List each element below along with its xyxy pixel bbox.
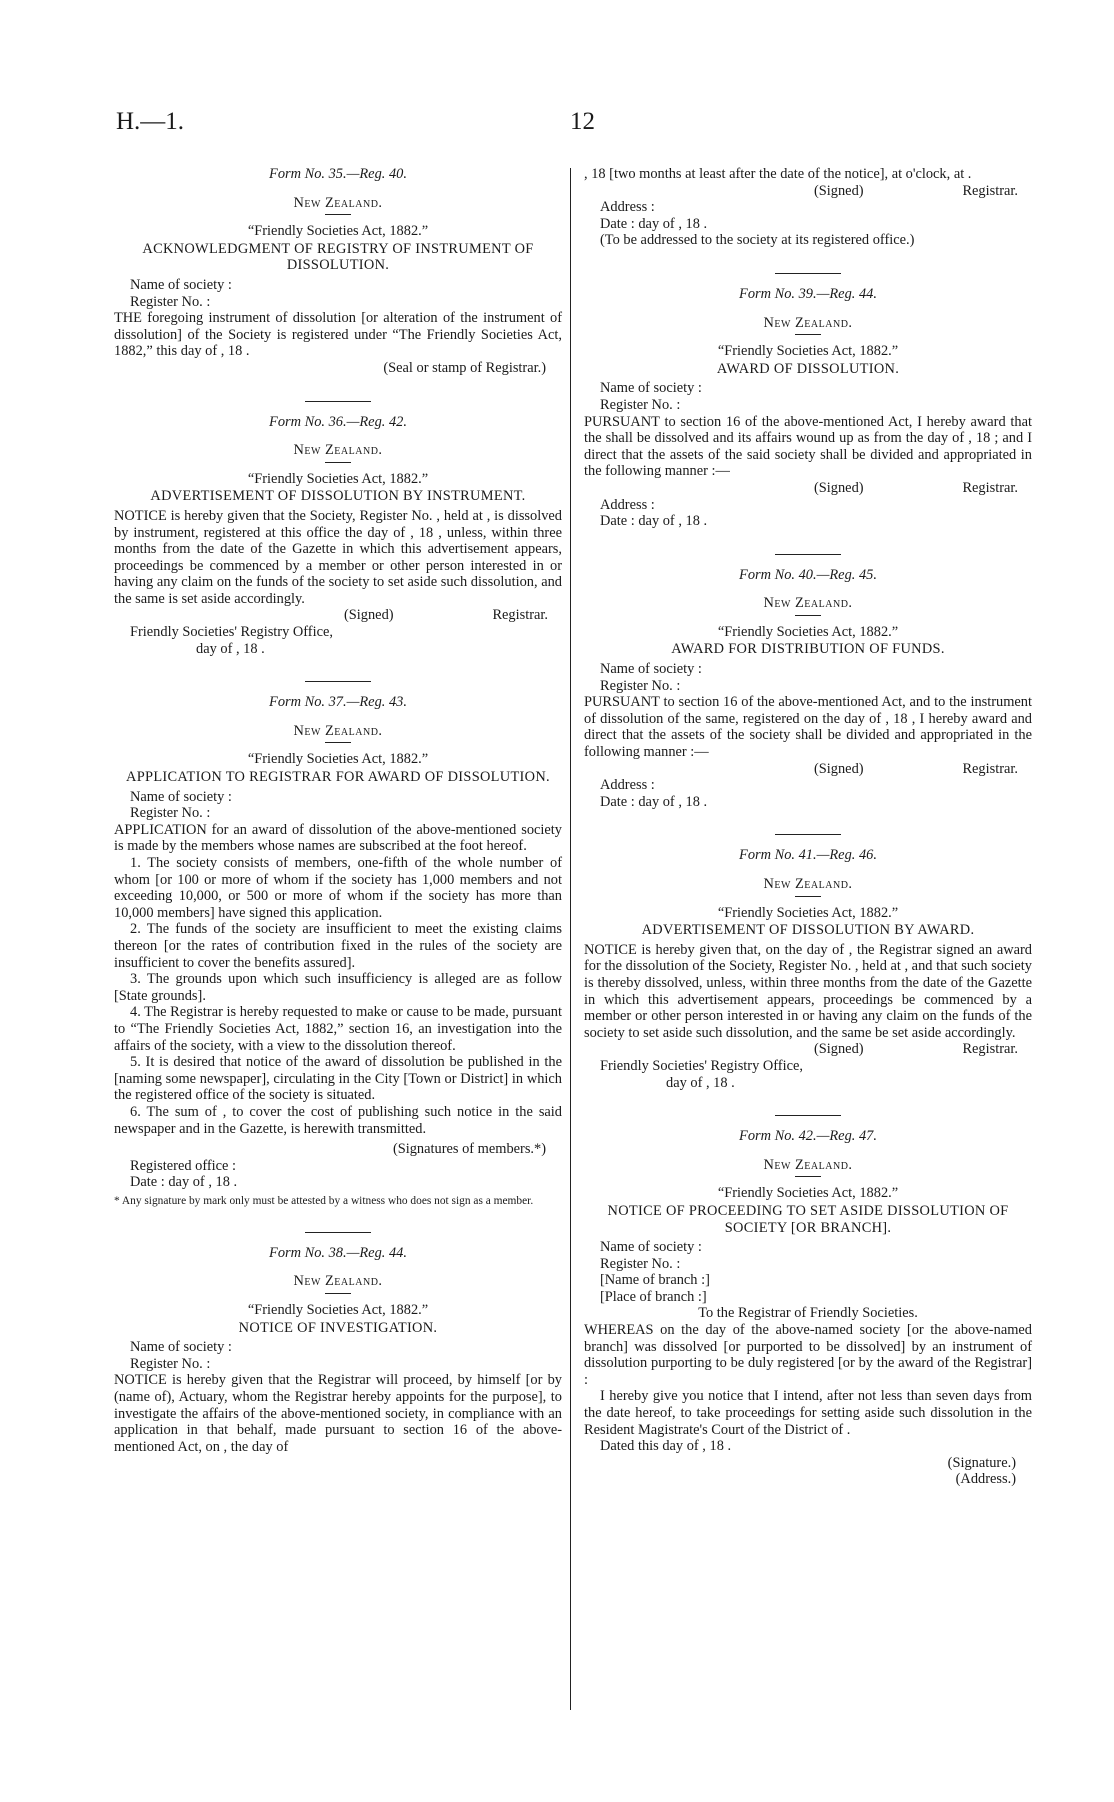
seal-note: (Seal or stamp of Registrar.) (383, 359, 546, 376)
form-36 (114, 414, 562, 658)
section-divider (305, 1232, 371, 1233)
form-41 (584, 847, 1032, 1091)
form-number: Form No. 39.—Reg. 44. (739, 285, 877, 302)
form-number: Form No. 42.—Reg. 47. (739, 1128, 877, 1145)
signed-label: (Signed) (814, 479, 864, 496)
form-body-notice: I hereby give you notice that I intend, after not less than seven days from the date hereof, to take proceedings for setting aside such dissolution in the Resident Magistrate's Court of the District of . (584, 1388, 1032, 1438)
clause-2: 2. The funds of the society are insufficient to meet the existing claims thereon [or the rates of contribution fixed in the rules of the society are insufficient to cover the benefits assured]. (114, 921, 562, 971)
addressing-note: (To be addressed to the society at its registered office.) (600, 232, 915, 249)
form-38-continued (584, 166, 1032, 249)
form-body: APPLICATION for an award of dissolution of the above-mentioned society is made by the members whose names are subscribed at the foot hereof. (114, 821, 562, 855)
dated-line: Dated this day of , 18 . (600, 1438, 732, 1455)
short-rule (795, 615, 821, 616)
form-country: New Zealand. (763, 876, 853, 892)
address-field: Address : (600, 199, 655, 216)
form-title: ADVERTISEMENT OF DISSOLUTION BY INSTRUMENT. (150, 488, 526, 505)
section-divider (775, 834, 841, 835)
form-country: New Zealand. (763, 595, 853, 612)
field-name-of-society: Name of society : (130, 1339, 232, 1356)
form-body: NOTICE is hereby given that the Registrar will proceed, by himself [or by (name of), Actuary, whom the Registrar hereby appoints for the purpose], to investigate the affairs of the above-mentioned society, in compliance with an application in that behalf, made pursuant to section 16 of the above-mentioned Act, on , the day of (114, 1372, 562, 1455)
signed-label: (Signed) (814, 760, 864, 777)
form-title: AWARD OF DISSOLUTION. (716, 360, 900, 377)
footnote: * Any signature by mark only must be attested by a witness who does not sign as a member. (114, 1194, 534, 1207)
short-rule (795, 1176, 821, 1177)
form-act: “Friendly Societies Act, 1882.” (717, 1185, 899, 1202)
right-column (584, 166, 1032, 1488)
document-reference: H.—1. (116, 108, 185, 135)
form-body: WHEREAS on the day of the above-named society [or the above-named branch] was dissolved [or purported to be dissolved] by an instrument of dissolution purporting to be duly registered [or by the award of the Registrar] : (584, 1322, 1032, 1388)
signature-line (584, 1041, 1032, 1058)
form-title: APPLICATION TO REGISTRAR FOR AWARD OF DISSOLUTION. (126, 769, 550, 786)
clause-5: 5. It is desired that notice of the award of dissolution be published in the [naming some newspaper], circulating in the City [Town or District] in which the registered office of the society is situated. (114, 1054, 562, 1104)
clause-4: 4. The Registrar is hereby requested to make or cause to be made, pursuant to “The Friendly Societies Act, 1882,” section 16, an investigation into the affairs of the society, with a view to the dissolution thereof. (114, 1004, 562, 1054)
form-number: Form No. 36.—Reg. 42. (269, 413, 407, 430)
form-date: Date : day of , 18 . (600, 793, 708, 810)
short-rule (325, 214, 351, 215)
short-rule (795, 896, 821, 897)
section-divider (775, 273, 841, 274)
field-name-of-society: Name of society : (600, 380, 702, 397)
form-country: New Zealand. (763, 314, 853, 331)
form-country: New Zealand. (293, 722, 383, 739)
address-note: (Address.) (955, 1471, 1016, 1488)
field-register-no: Register No. : (600, 1255, 681, 1272)
form-title: AWARD FOR DISTRIBUTION OF FUNDS. (671, 641, 945, 658)
form-body: NOTICE is hereby given that, on the day of , the Registrar signed an award for the dissolution of the Society, Register No. , held at , and that such society is thereby dissolved, unless, within three months from the date of the Gazette in which this advertisement appears, proceedings be commenced by a member or other person interested in or having any claim on the funds of the society to set aside such dissolution, and the same be set aside accordingly. (584, 941, 1032, 1041)
field-register-no: Register No. : (130, 293, 211, 310)
form-country: New Zealand. (293, 1273, 383, 1290)
field-name-of-society: Name of society : (130, 788, 232, 805)
page-header (116, 108, 998, 148)
form-act: “Friendly Societies Act, 1882.” (717, 623, 899, 640)
form-act: “Friendly Societies Act, 1882.” (247, 1302, 429, 1319)
registrar-label: Registrar. (492, 607, 548, 624)
form-42 (584, 1128, 1032, 1488)
field-name-of-society: Name of society : (600, 1239, 702, 1256)
form-title: NOTICE OF INVESTIGATION. (238, 1319, 438, 1336)
form-date: Date : day of , 18 . (600, 513, 708, 530)
form-date: day of , 18 . (196, 640, 265, 657)
form-act: “Friendly Societies Act, 1882.” (247, 751, 429, 768)
form-country: New Zealand. (293, 194, 383, 211)
form-title: ACKNOWLEDGMENT OF REGISTRY OF INSTRUMENT OF DISSOLUTION. (142, 240, 534, 274)
signatures-note: (Signatures of members.*) (392, 1141, 546, 1158)
form-37 (114, 694, 562, 1208)
form-date: Date : day of , 18 . (130, 1174, 238, 1191)
registry-office: Friendly Societies' Registry Office, (600, 1057, 803, 1074)
clause-1: 1. The society consists of members, one-fifth of the whole number of whom [or 100 or more of whom if the society has 1,000 members and not exceeding 10,000, or 500 or more of whom if the society has more than 10,000 members] have signed this application. (114, 855, 562, 921)
column-divider (570, 168, 571, 1710)
signature-line (584, 183, 1032, 200)
form-body: PURSUANT to section 16 of the above-mentioned Act, I hereby award that the shall be dissolved and its affairs wound up as from the day of , 18 ; and I direct that the assets of the said society shall be divided and appropriated in the following manner :— (584, 413, 1032, 480)
field-register-no: Register No. : (600, 677, 681, 694)
field-register-no: Register No. : (130, 1355, 211, 1372)
form-40 (584, 567, 1032, 811)
signed-label: (Signed) (814, 1041, 864, 1058)
address-field: Address : (600, 496, 655, 513)
addressee: To the Registrar of Friendly Societies. (698, 1305, 918, 1322)
registrar-label: Registrar. (962, 760, 1018, 777)
form-number: Form No. 38.—Reg. 44. (269, 1244, 407, 1261)
form-act: “Friendly Societies Act, 1882.” (717, 343, 899, 360)
form-body: THE foregoing instrument of dissolution [or alteration of the instrument of dissolution] of the Society is registered under “The Friendly Societies Act, 1882,” this day of , 18 . (114, 310, 562, 360)
field-register-no: Register No. : (130, 805, 211, 822)
signature-line (114, 607, 562, 624)
section-divider (775, 1115, 841, 1116)
form-country: New Zealand. (763, 1156, 853, 1173)
signature-line (584, 761, 1032, 778)
form-35 (114, 166, 562, 377)
field-name-of-society: Name of society : (130, 276, 232, 293)
signature-line (584, 480, 1032, 497)
clause-6: 6. The sum of , to cover the cost of publishing such notice in the said newspaper and in the Gazette, is herewith transmitted. (114, 1103, 562, 1137)
signed-label: (Signed) (344, 607, 394, 624)
registrar-label: Registrar. (962, 182, 1018, 199)
form-date: day of , 18 . (666, 1074, 735, 1091)
short-rule (325, 1293, 351, 1294)
form-date: Date : day of , 18 . (600, 215, 708, 232)
short-rule (325, 742, 351, 743)
form-body-continued: , 18 [two months at least after the date of the notice], at o'clock, at . (584, 166, 972, 182)
short-rule (795, 334, 821, 335)
registered-office: Registered office : (130, 1157, 237, 1174)
page-number: 12 (570, 108, 595, 135)
signed-label: (Signed) (814, 182, 864, 199)
section-divider (305, 401, 371, 402)
section-divider (305, 681, 371, 682)
form-body: NOTICE is hereby given that the Society, Register No. , held at , is dissolved by instrument, registered at this office the day of , 18 , unless, within three months from the date of the Gazette in which this advertisement appears, proceedings be commenced by a member or other person interested in or having any claim on the funds of the society to set aside such dissolution, and the same is set aside accordingly. (114, 507, 562, 607)
form-act: “Friendly Societies Act, 1882.” (247, 470, 429, 487)
form-number: Form No. 35.—Reg. 40. (269, 166, 407, 182)
signature-note: (Signature.) (947, 1454, 1016, 1471)
form-act: “Friendly Societies Act, 1882.” (247, 223, 429, 240)
form-number: Form No. 37.—Reg. 43. (269, 694, 407, 711)
address-field: Address : (600, 777, 655, 794)
short-rule (325, 462, 351, 463)
form-number: Form No. 40.—Reg. 45. (739, 566, 877, 583)
form-act: “Friendly Societies Act, 1882.” (717, 904, 899, 921)
registrar-label: Registrar. (962, 479, 1018, 496)
field-name-of-society: Name of society : (600, 661, 702, 678)
field-place-of-branch: [Place of branch :] (600, 1288, 707, 1305)
left-column (114, 166, 562, 1455)
form-country: New Zealand. (293, 442, 383, 459)
registry-office: Friendly Societies' Registry Office, (130, 624, 333, 641)
field-register-no: Register No. : (600, 396, 681, 413)
form-38 (114, 1245, 562, 1456)
form-number: Form No. 41.—Reg. 46. (739, 847, 877, 864)
form-body: PURSUANT to section 16 of the above-mentioned Act, and to the instrument of dissolution of the same, registered on the day of , 18 , I hereby award and direct that the assets of the society shall be divided and appropriated in the following manner :— (584, 694, 1032, 761)
section-divider (775, 554, 841, 555)
form-title: NOTICE OF PROCEEDING TO SET ASIDE DISSOLUTION OF SOCIETY [OR BRANCH]. (607, 1202, 1009, 1236)
form-39 (584, 286, 1032, 530)
registrar-label: Registrar. (962, 1041, 1018, 1058)
field-name-of-branch: [Name of branch :] (600, 1272, 710, 1289)
form-title: ADVERTISEMENT OF DISSOLUTION BY AWARD. (641, 922, 975, 939)
clause-3: 3. The grounds upon which such insufficiency is alleged are as follow [State grounds]. (114, 971, 562, 1004)
